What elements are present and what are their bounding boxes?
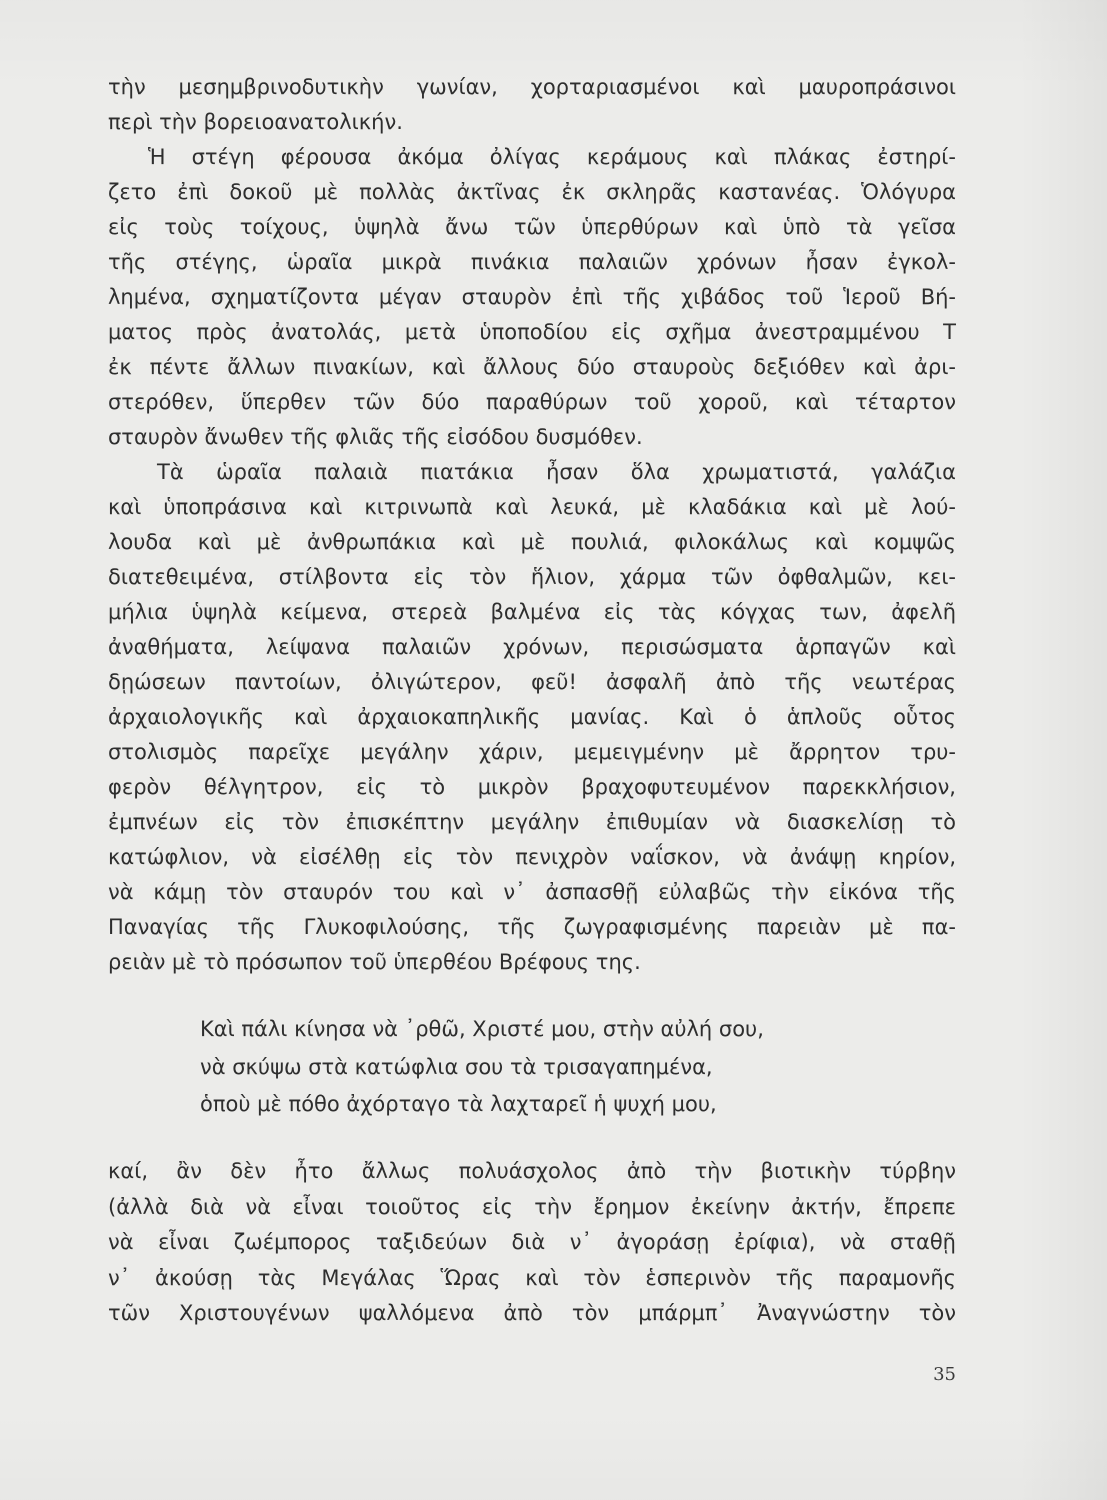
paragraph-plates xyxy=(108,455,956,980)
text-line: ἀναθήματα, λείψανα παλαιῶν χρόνων, περισώσματα ἁρπαγῶν καὶ xyxy=(108,635,956,659)
text-line: μήλια ὑψηλὰ κείμενα, στερεὰ βαλμένα εἰς τὰς κόγχας των, ἀφελῆ xyxy=(108,600,956,624)
text-line: ζετο ἐπὶ δοκοῦ μὲ πολλὰς ἀκτῖνας ἐκ σκληρᾶς καστανέας. Ὁλόγυρα xyxy=(108,180,956,204)
text-line: Ἡ στέγη φέρουσα ἀκόμα ὀλίγας κεράμους καὶ πλάκας ἐστηρί- xyxy=(148,145,956,169)
text-line: ἐμπνέων εἰς τὸν ἐπισκέπτην μεγάλην ἐπιθυμίαν νὰ διασκελίσῃ τὸ xyxy=(108,810,956,834)
text-line: ἀρχαιολογικῆς καὶ ἀρχαιοκαπηλικῆς μανίας. Καὶ ὁ ἁπλοῦς οὗτος xyxy=(108,705,956,729)
text-line: εἰς τοὺς τοίχους, ὑψηλὰ ἄνω τῶν ὑπερθύρων καὶ ὑπὸ τὰ γεῖσα xyxy=(108,215,956,239)
text-line: διατεθειμένα, στίλβοντα εἰς τὸν ἥλιον, χάρμα τῶν ὀφθαλμῶν, κει- xyxy=(108,565,956,589)
text-line: τὴν μεσημβρινοδυτικὴν γωνίαν, χορταριασμένοι καὶ μαυροπράσινοι xyxy=(108,75,956,99)
body-text xyxy=(108,70,956,980)
text-line: ματος πρὸς ἀνατολάς, μετὰ ὑποποδίου εἰς σχῆμα ἀνεστραμμένου Τ xyxy=(108,320,956,344)
verse-quote xyxy=(200,1011,900,1124)
text-line: ἐκ πέντε ἄλλων πινακίων, καὶ ἄλλους δύο σταυροὺς δεξιόθεν καὶ ἀρι- xyxy=(108,355,956,379)
text-line: καὶ ὑποπράσινα καὶ κιτρινωπὰ καὶ λευκά, μὲ κλαδάκια καὶ μὲ λού- xyxy=(108,495,956,519)
text-line: λημένα, σχηματίζοντα μέγαν σταυρὸν ἐπὶ τῆς χιβάδος τοῦ Ἱεροῦ Βή- xyxy=(108,285,956,309)
text-line: ρειὰν μὲ τὸ πρόσωπον τοῦ ὑπερθέου Βρέφους της. xyxy=(108,950,641,974)
text-line: τῶν Χριστουγένων ψαλλόμενα ἀπὸ τὸν μπάρμπ᾽ Ἀναγνώστην τὸν xyxy=(108,1301,956,1325)
verse-line: νὰ σκύψω στὰ κατώφλια σου τὰ τρισαγαπημένα, xyxy=(200,1054,713,1079)
text-line: ν᾽ ἀκούσῃ τὰς Μεγάλας Ὥρας καὶ τὸν ἑσπερινὸν τῆς παραμονῆς xyxy=(108,1265,956,1290)
verse-line: Καὶ πάλι κίνησα νὰ ᾽ρθῶ, Χριστέ μου, στὴν αὐλή σου, xyxy=(200,1017,764,1041)
text-line: Τὰ ὡραῖα παλαιὰ πιατάκια ἦσαν ὅλα χρωματιστά, γαλάζια xyxy=(157,460,956,484)
text-line: κατώφλιον, νὰ εἰσέλθῃ εἰς τὸν πενιχρὸν ναΐσκον, νὰ ἀνάψῃ κηρίον, xyxy=(108,845,956,869)
paragraph-continuation xyxy=(108,70,956,140)
text-line: δῃώσεων παντοίων, ὀλιγώτερον, φεῦ! ἀσφαλῆ ἀπὸ τῆς νεωτέρας xyxy=(108,670,956,694)
text-line: φερὸν θέλγητρον, εἰς τὸ μικρὸν βραχοφυτευμένον παρεκκλήσιον, xyxy=(108,775,956,799)
text-line: σταυρὸν ἄνωθεν τῆς φλιᾶς τῆς εἰσόδου δυσμόθεν. xyxy=(108,425,643,449)
paragraph-roof xyxy=(108,140,956,455)
paragraph-closing xyxy=(108,1154,956,1332)
text-line: τῆς στέγης, ὡραῖα μικρὰ πινάκια παλαιῶν χρόνων ἦσαν ἐγκολ- xyxy=(108,250,956,274)
text-line: καί, ἂν δὲν ἦτο ἄλλως πολυάσχολος ἀπὸ τὴν βιοτικὴν τύρβην xyxy=(108,1159,956,1183)
page-number: 35 xyxy=(933,1364,956,1385)
text-line: νὰ εἶναι ζωέμπορος ταξιδεύων διὰ ν᾽ ἀγοράσῃ ἐρίφια), νὰ σταθῇ xyxy=(108,1230,956,1254)
text-line: στερόθεν, ὕπερθεν τῶν δύο παραθύρων τοῦ χοροῦ, καὶ τέταρτον xyxy=(108,390,956,414)
text-line: λουδα καὶ μὲ ἀνθρωπάκια καὶ μὲ πουλιά, φιλοκάλως καὶ κομψῶς xyxy=(108,530,956,554)
text-line: νὰ κάμῃ τὸν σταυρόν του καὶ ν᾽ ἀσπασθῇ εὐλαβῶς τὴν εἰκόνα τῆς xyxy=(108,880,956,904)
text-line: περὶ τὴν βορειοανατολικήν. xyxy=(108,110,403,134)
verse-line: ὁποὺ μὲ πόθο ἀχόρταγο τὰ λαχταρεῖ ἡ ψυχή μου, xyxy=(200,1092,717,1116)
text-line: Παναγίας τῆς Γλυκοφιλούσης, τῆς ζωγραφισμένης παρειὰν μὲ πα- xyxy=(108,915,956,939)
text-line: (ἀλλὰ διὰ νὰ εἶναι τοιοῦτος εἰς τὴν ἔρημον ἐκείνην ἀκτήν, ἔπρεπε xyxy=(108,1194,956,1219)
text-line: στολισμὸς παρεῖχε μεγάλην χάριν, μεμειγμένην μὲ ἄρρητον τρυ- xyxy=(108,740,956,764)
